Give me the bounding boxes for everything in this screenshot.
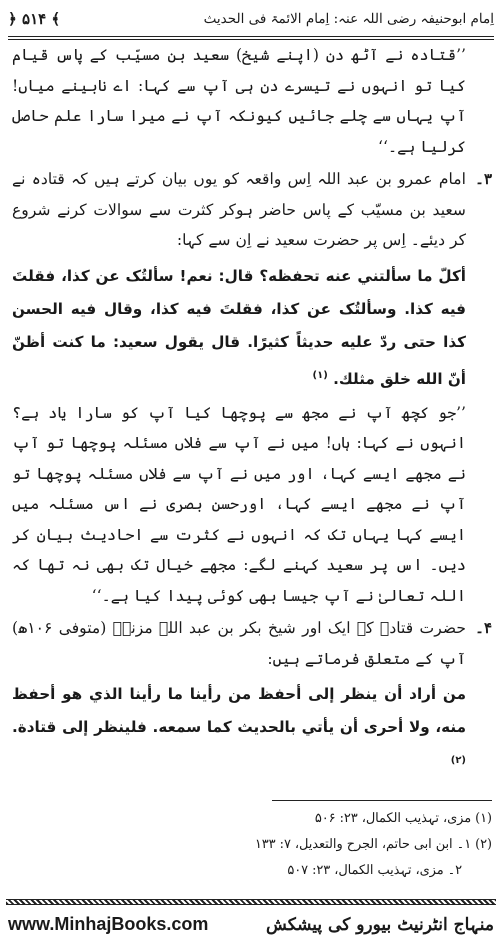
header-rule	[8, 36, 494, 40]
paragraph-text: حضرت قتادہ کے ایک اور شیخ بکر بن عبد اللہ مزنیؒ (متوفی ۱۰۶ھ) آپ کے متعلق فرماتے ہیں:	[12, 619, 466, 668]
paragraph-text: امام عمرو بن عبد اللہ اِس واقعہ کو یوں بیان کرتے ہیں کہ قتادہ نے سعید بن مسیّب کے پاس حاضر ہوکر کثرت سے سوالات کرنے شروع کر دیئے۔ اِس پر حضرت سعید نے اِن سے کہا:	[12, 170, 466, 249]
running-title: اِمام ابوحنیفہ رضی اللہ عنہ: اِمام الائمۃ فی الحدیث	[203, 11, 494, 27]
footnote-2a: (۲) ۱۔ ابن ابی حاتم، الجرح والتعدیل، ۷: ۱۳۳	[254, 837, 492, 852]
arabic-text: أكلّ ما سألتني عنه تحفظه؟ قال: نعم! سألتُک عن كذا، فقلتَ فيه كذا. وسألتُک عن كذا، فقلتَ فيه كذا، وقال فيه الحسن كذا حتى ردّ عليه حديثاً كثيرًا. قال يقول سعيد: ما كنت أظنّ أنّ الله خلق مثلك.	[12, 266, 466, 388]
translation-quote-2: ’’جو کچھ آپ نے مجھ سے پوچھا کیا آپ کو سارا یاد ہے؟ انہوں نے کہا: ہاں! میں نے آپ سے فلاں مسئلہ پوچھا تو آپ نے مجھے ایسے کہا، اور میں نے آپ سے فلاں مسئلہ پوچھا تو آپ نے مجھے ایسے کہا، اورحسن بصری نے اس مسئلہ میں ایسے کہا یہاں تک کہ انہوں نے کثرت سے احادیث بیان کر دیں۔ اس پر سعید کہنے لگے: مجھے خیال تک بھی نہ تھا کہ اللہ تعالیٰ نے آپ جیسا بھی کوئی پیدا کیا ہے۔‘‘	[12, 403, 466, 605]
publisher-credit: منہاج انٹرنیٹ بیورو کی پیشکش	[266, 914, 494, 935]
page-footer	[8, 906, 494, 942]
paragraph-4	[12, 613, 492, 674]
footnote-ref: (۲)	[450, 755, 466, 767]
arabic-text: من أراد أن ينظر إلى أحفظ من رأينا ما رأينا الذي هو أحفظ منه، ولا أحرى أن يأتي بالحديث كما سمعه. فلينظر إلى قتادة.	[12, 685, 466, 737]
paragraph-number: ۴۔	[475, 619, 492, 638]
footnote-ref: (۱)	[312, 369, 328, 381]
translation-quote-1: ’’قتادہ نے آٹھ دن (اپنے شیخ) سعید بن مسیّب کے پاس قیام کیا تو انہوں نے تیسرے دن ہی آپ سے کہا: اے نابینے میاں! آپ یہاں سے چلے جائیں کیونکہ آپ نے میرا سارا علم حاصل کرلیا ہے۔‘‘	[12, 46, 466, 156]
footnote-1: (۱) مزی، تہذیب الکمال، ۲۳: ۵۰۶	[314, 811, 492, 826]
paragraph-3	[12, 164, 492, 256]
footnote-2b: ۲۔ مزی، تہذیب الکمال، ۲۳: ۵۰۷	[287, 863, 462, 878]
page-header	[8, 4, 494, 34]
footnotes	[150, 806, 492, 884]
page-body	[12, 40, 492, 781]
footnote-rule	[272, 800, 492, 801]
footer-rule	[6, 899, 496, 905]
page-number: ﴿ ۵۱۴ ﴾	[8, 10, 61, 28]
arabic-narration-1	[12, 260, 492, 396]
website-link[interactable]: www.MinhajBooks.com	[8, 913, 209, 934]
paragraph-number: ۳۔	[475, 170, 492, 188]
arabic-narration-2	[12, 678, 492, 781]
